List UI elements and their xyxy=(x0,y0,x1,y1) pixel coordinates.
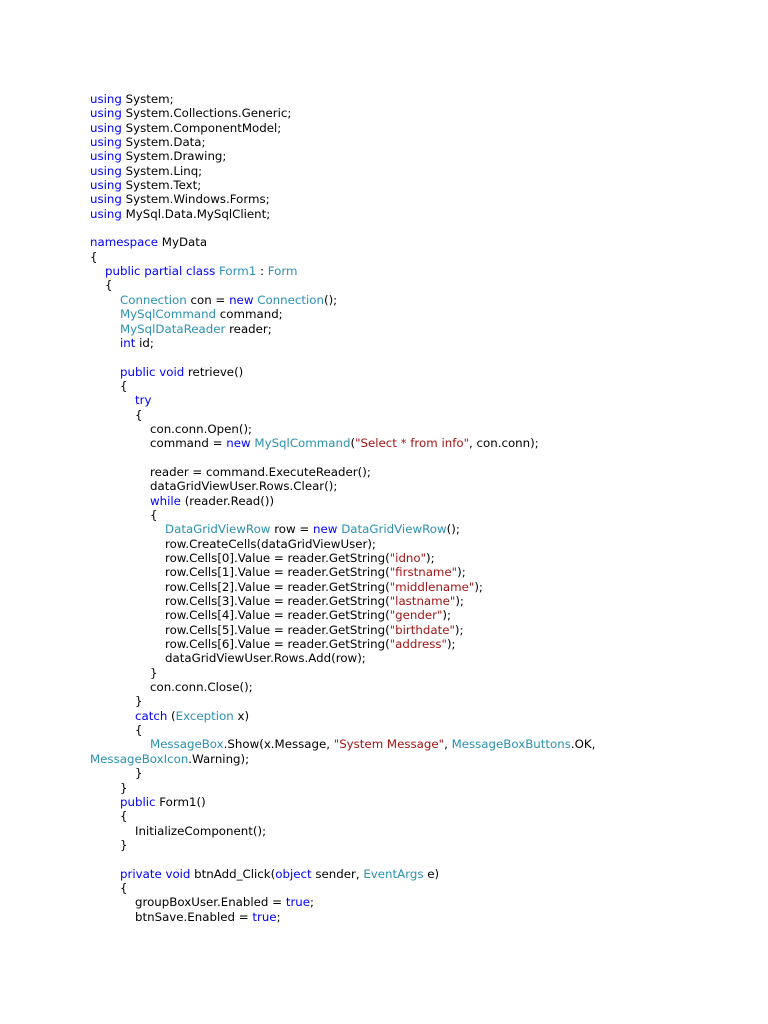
code-line xyxy=(90,278,750,292)
text-token xyxy=(90,867,120,881)
code-line xyxy=(90,809,750,823)
string-token: "System Message" xyxy=(333,737,445,752)
type-token: EventArgs xyxy=(363,866,424,881)
type-token: Connection xyxy=(120,292,187,307)
code-line xyxy=(90,551,750,565)
code-line xyxy=(90,838,750,852)
code-line xyxy=(90,379,750,393)
code-line xyxy=(90,694,750,708)
code-line xyxy=(90,393,750,407)
string-token: "birthdate" xyxy=(389,622,455,637)
text-token: row.Cells[6].Value = reader.GetString( xyxy=(90,637,390,652)
type-token: MySqlCommand xyxy=(120,307,217,322)
type-token: MessageBoxButtons xyxy=(451,737,571,752)
text-token: System.Linq; xyxy=(121,163,203,178)
keyword-token: using xyxy=(90,163,122,178)
text-token: command; xyxy=(216,307,283,322)
code-line xyxy=(90,580,750,594)
text-token: command = xyxy=(90,436,227,451)
code-line xyxy=(90,92,750,106)
code-line xyxy=(90,508,750,522)
keyword-token: int xyxy=(120,335,136,350)
keyword-token: using xyxy=(90,192,122,207)
text-token: } xyxy=(90,766,143,781)
text-token: System; xyxy=(121,92,174,106)
text-token: retrieve() xyxy=(184,364,244,379)
text-token: id; xyxy=(135,335,154,350)
text-token: e) xyxy=(423,866,440,881)
code-line xyxy=(90,910,750,924)
text-token: reader = command.ExecuteReader(); xyxy=(90,464,371,479)
code-listing xyxy=(90,92,750,924)
keyword-token: object xyxy=(275,866,312,881)
keyword-token: using xyxy=(90,149,122,164)
text-token xyxy=(90,322,120,336)
type-token: DataGridViewRow xyxy=(165,522,271,537)
text-token: System.Collections.Generic; xyxy=(121,106,292,121)
code-line xyxy=(90,422,750,436)
text-token: } xyxy=(90,665,158,680)
text-token: row.CreateCells(dataGridViewUser); xyxy=(90,536,376,551)
text-token: row.Cells[2].Value = reader.GetString( xyxy=(90,579,390,594)
text-token: groupBoxUser.Enabled = xyxy=(90,895,286,910)
keyword-token: true xyxy=(285,895,311,910)
code-line xyxy=(90,106,750,120)
code-line xyxy=(90,465,750,479)
keyword-token: using xyxy=(90,135,122,150)
text-token: ; xyxy=(276,909,281,924)
type-token: Form1 xyxy=(219,264,257,279)
text-token: dataGridViewUser.Rows.Clear(); xyxy=(90,479,338,494)
code-line xyxy=(90,537,750,551)
keyword-token: using xyxy=(90,120,122,135)
keyword-token: using xyxy=(90,92,122,106)
keyword-token: public xyxy=(120,794,156,809)
keyword-token: using xyxy=(90,178,122,193)
code-line xyxy=(90,207,750,221)
text-token: (reader.Read()) xyxy=(180,493,275,508)
text-token: (); xyxy=(446,522,460,537)
text-token: ); xyxy=(442,608,451,623)
text-token xyxy=(90,264,105,278)
text-token: { xyxy=(90,407,143,422)
text-token xyxy=(90,307,120,321)
text-token: row.Cells[1].Value = reader.GetString( xyxy=(90,565,390,580)
text-token xyxy=(90,494,150,508)
type-token: Exception xyxy=(175,708,234,723)
text-token: ); xyxy=(446,637,456,652)
text-token xyxy=(90,365,120,379)
text-token: dataGridViewUser.Rows.Add(row); xyxy=(90,651,366,666)
text-token: (); xyxy=(323,292,338,307)
code-line xyxy=(90,494,750,508)
text-token: ); xyxy=(457,565,466,580)
text-token: btnAdd_Click( xyxy=(190,866,276,881)
keyword-token: while xyxy=(150,493,181,508)
keyword-token: new xyxy=(226,436,251,451)
code-line xyxy=(90,121,750,135)
code-line xyxy=(90,766,750,780)
string-token: "firstname" xyxy=(389,565,458,580)
text-token xyxy=(90,737,150,751)
code-line xyxy=(90,752,750,766)
text-token: { xyxy=(90,809,128,824)
text-token: row.Cells[0].Value = reader.GetString( xyxy=(90,551,390,565)
code-line xyxy=(90,852,750,866)
text-token: row = xyxy=(270,522,314,537)
text-token: row.Cells[5].Value = reader.GetString( xyxy=(90,622,390,637)
keyword-token: true xyxy=(252,909,277,924)
keyword-token: private void xyxy=(120,866,191,881)
code-line xyxy=(90,135,750,149)
text-token: InitializeComponent(); xyxy=(90,823,267,838)
type-token: MessageBoxIcon xyxy=(90,751,189,766)
code-line xyxy=(90,608,750,622)
code-line xyxy=(90,408,750,422)
code-line xyxy=(90,178,750,192)
string-token: "gender" xyxy=(389,608,443,623)
text-token xyxy=(90,709,135,723)
text-token: .Show(x.Message, xyxy=(223,737,334,752)
text-token: Form1() xyxy=(155,794,206,809)
text-token: System.Drawing; xyxy=(121,149,227,164)
keyword-token: public partial class xyxy=(105,264,216,279)
code-line xyxy=(90,881,750,895)
code-line xyxy=(90,594,750,608)
text-token: } xyxy=(90,837,128,852)
code-line xyxy=(90,307,750,321)
text-token xyxy=(90,522,165,536)
string-token: "address" xyxy=(389,637,447,652)
code-line xyxy=(90,149,750,163)
keyword-token: try xyxy=(135,393,152,408)
code-line xyxy=(90,350,750,364)
keyword-token: public void xyxy=(120,364,185,379)
string-token: "middlename" xyxy=(389,579,475,594)
text-token: { xyxy=(90,249,98,264)
text-token: { xyxy=(90,507,158,522)
text-token: ( xyxy=(167,708,176,723)
code-line xyxy=(90,680,750,694)
code-line xyxy=(90,322,750,336)
text-token: System.ComponentModel; xyxy=(121,120,282,135)
text-token: ; xyxy=(310,895,315,910)
type-token: MySqlCommand xyxy=(254,436,351,451)
type-token: Connection xyxy=(257,292,324,307)
keyword-token: namespace xyxy=(90,235,159,250)
keyword-token: new xyxy=(313,522,338,537)
text-token: System.Data; xyxy=(121,135,206,150)
text-token: reader; xyxy=(225,321,272,336)
text-token: MyData xyxy=(158,235,208,250)
code-line xyxy=(90,651,750,665)
type-token: DataGridViewRow xyxy=(341,522,447,537)
string-token: "lastname" xyxy=(389,594,456,609)
text-token: System.Windows.Forms; xyxy=(121,192,270,207)
code-line xyxy=(90,436,750,450)
code-line xyxy=(90,895,750,909)
text-token: , con.conn); xyxy=(469,436,539,451)
text-token: btnSave.Enabled = xyxy=(90,909,253,924)
text-token: row.Cells[3].Value = reader.GetString( xyxy=(90,594,390,609)
text-token: .Warning); xyxy=(188,751,250,766)
keyword-token: catch xyxy=(135,708,168,723)
text-token xyxy=(90,795,120,809)
text-token: } xyxy=(90,694,143,709)
code-line xyxy=(90,867,750,881)
text-token: { xyxy=(90,378,128,393)
text-token: ); xyxy=(426,551,435,565)
code-line xyxy=(90,293,750,307)
text-token: , xyxy=(444,737,452,752)
text-token xyxy=(90,393,135,407)
text-token: { xyxy=(90,723,143,738)
code-line xyxy=(90,479,750,493)
type-token: MessageBox xyxy=(150,737,224,752)
code-line xyxy=(90,336,750,350)
text-token: .OK, xyxy=(570,737,596,752)
code-line xyxy=(90,781,750,795)
text-token: { xyxy=(90,278,113,293)
code-line xyxy=(90,824,750,838)
text-token: ); xyxy=(474,579,483,594)
text-token: ); xyxy=(455,594,464,609)
text-token xyxy=(90,293,120,307)
text-token: System.Text; xyxy=(121,178,202,193)
text-token: con.conn.Close(); xyxy=(90,680,253,695)
code-line xyxy=(90,451,750,465)
code-line xyxy=(90,623,750,637)
code-line xyxy=(90,221,750,235)
keyword-token: using xyxy=(90,206,122,221)
type-token: Form xyxy=(267,264,298,279)
code-line xyxy=(90,522,750,536)
code-line xyxy=(90,192,750,206)
string-token: "Select * from info" xyxy=(355,436,470,451)
code-line xyxy=(90,264,750,278)
text-token: con.conn.Open(); xyxy=(90,421,253,436)
code-line xyxy=(90,737,750,751)
keyword-token: new xyxy=(229,292,254,307)
type-token: MySqlDataReader xyxy=(120,321,226,336)
text-token: } xyxy=(90,780,128,795)
code-line xyxy=(90,709,750,723)
text-token: x) xyxy=(233,708,250,723)
text-token xyxy=(90,336,120,350)
text-token: con = xyxy=(186,292,230,307)
code-line xyxy=(90,250,750,264)
code-line xyxy=(90,795,750,809)
text-token: row.Cells[4].Value = reader.GetString( xyxy=(90,608,390,623)
text-token: sender, xyxy=(311,866,364,881)
string-token: "idno" xyxy=(389,551,427,565)
code-line xyxy=(90,666,750,680)
keyword-token: using xyxy=(90,106,122,121)
text-token: ( xyxy=(350,436,356,451)
code-line xyxy=(90,565,750,579)
code-line xyxy=(90,637,750,651)
text-token: : xyxy=(256,264,268,279)
code-line xyxy=(90,164,750,178)
code-line xyxy=(90,235,750,249)
code-line xyxy=(90,723,750,737)
text-token: { xyxy=(90,880,128,895)
text-token: MySql.Data.MySqlClient; xyxy=(121,206,271,221)
text-token: ); xyxy=(454,622,464,637)
code-line xyxy=(90,365,750,379)
